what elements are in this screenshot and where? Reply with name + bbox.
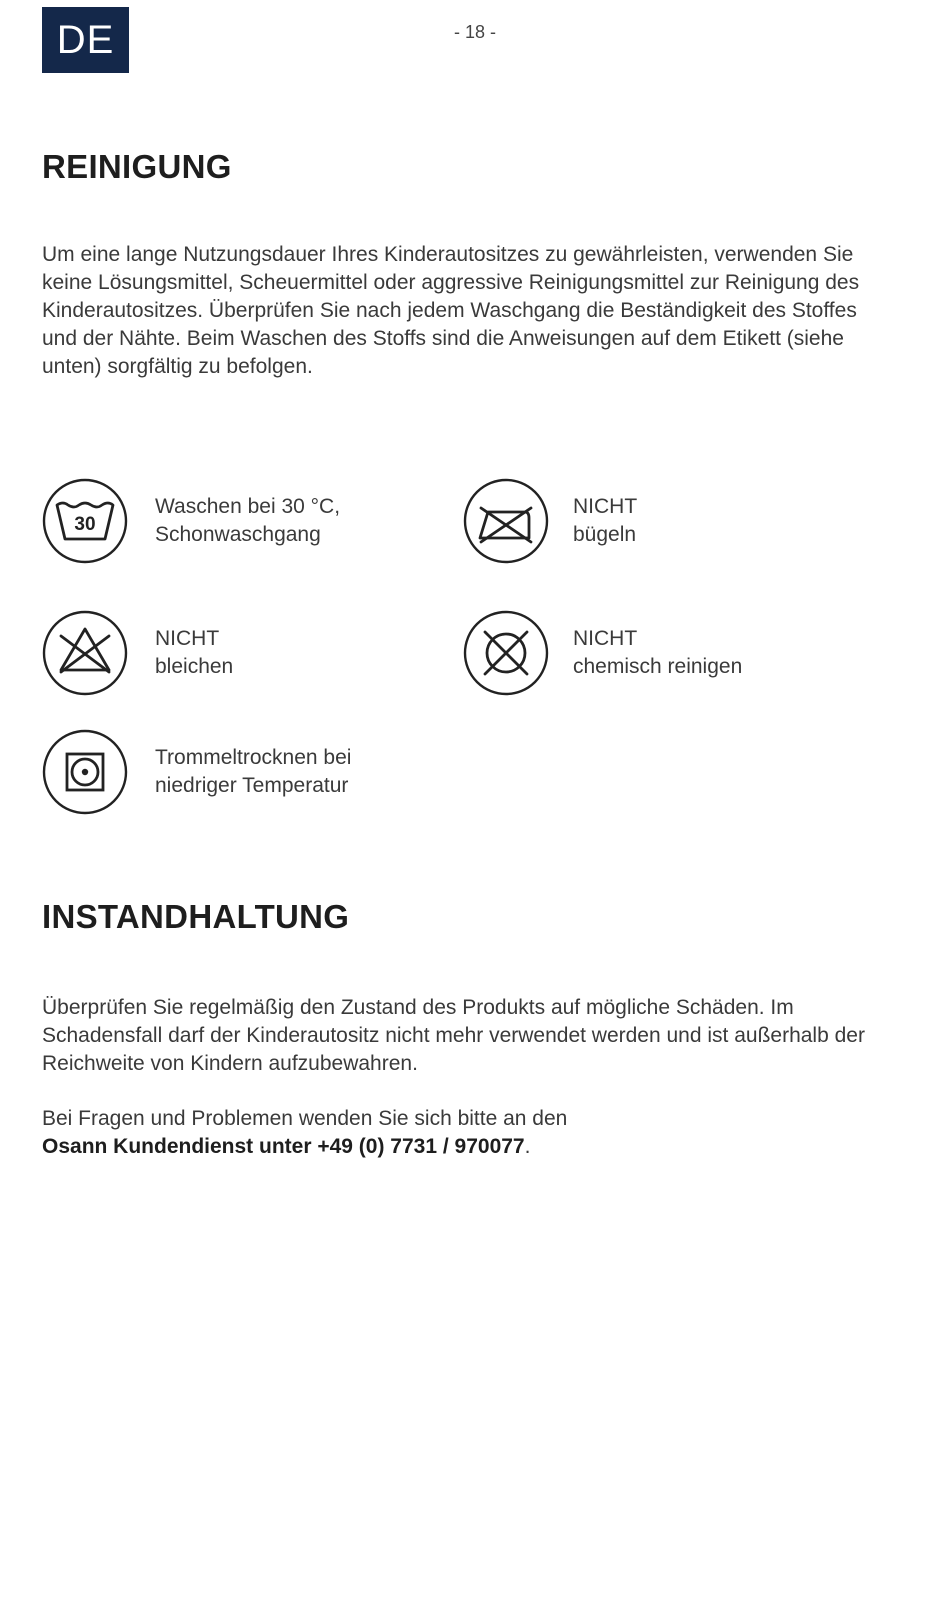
- care-line: bügeln: [573, 523, 637, 546]
- care-text-no-dry-clean: [573, 625, 873, 681]
- tumble-dry-low-icon: [42, 729, 128, 815]
- care-line: Trommeltrocknen bei: [155, 746, 352, 769]
- care-line: NICHT: [155, 627, 220, 650]
- contact-intro: Bei Fragen und Problemen wenden Sie sich bitte an den: [42, 1107, 568, 1130]
- care-line: Waschen bei 30 °C,: [155, 495, 341, 518]
- care-line: bleichen: [155, 655, 234, 678]
- language-badge: DE: [42, 7, 129, 73]
- page-number: - 18 -: [453, 22, 496, 42]
- care-text-tumble-dry: [155, 744, 455, 800]
- care-text-wash: [155, 493, 455, 549]
- no-bleach-icon: [42, 610, 128, 696]
- no-dry-clean-icon: [463, 610, 549, 696]
- cleaning-paragraph: Um eine lange Nutzungsdauer Ihres Kinderautositzes zu gewährleisten, verwenden Sie keine Lösungsmittel, Scheuermittel oder aggressive Reinigungsmittel zur Reinigung des Kinderautositzes. Überprüfen Sie nach jedem Waschgang die Beständigkeit des Stoffes und der Nähte. Beim Waschen des Stoffs sind die Anweisungen auf dem Etikett (siehe unten) sorgfältig zu befolgen.: [42, 243, 860, 378]
- care-line: NICHT: [573, 627, 638, 650]
- care-line: chemisch reinigen: [573, 655, 743, 678]
- section-title-maintenance: INSTANDHALTUNG: [42, 898, 350, 935]
- maintenance-paragraph: Überprüfen Sie regelmäßig den Zustand des Produkts auf mögliche Schäden. Im Schadensfall darf der Kinderautositz nicht mehr verwendet werden und ist außerhalb der Reichweite von Kindern aufzubewahren.: [42, 996, 865, 1075]
- wash-30-icon: [42, 478, 128, 564]
- care-line: niedriger Temperatur: [155, 774, 349, 797]
- no-iron-icon: [463, 478, 549, 564]
- contact-end: .: [524, 1135, 531, 1158]
- contact-paragraph: [42, 1105, 892, 1161]
- care-text-no-bleach: [155, 625, 455, 681]
- wash-temperature-label: 30: [74, 514, 96, 535]
- section-title-cleaning: REINIGUNG: [42, 148, 232, 185]
- customer-service-phone: Osann Kundendienst unter +49 (0) 7731 / 970077: [42, 1135, 525, 1158]
- care-text-no-iron: [573, 493, 873, 549]
- care-line: NICHT: [573, 495, 638, 518]
- care-line: Schonwaschgang: [155, 523, 321, 546]
